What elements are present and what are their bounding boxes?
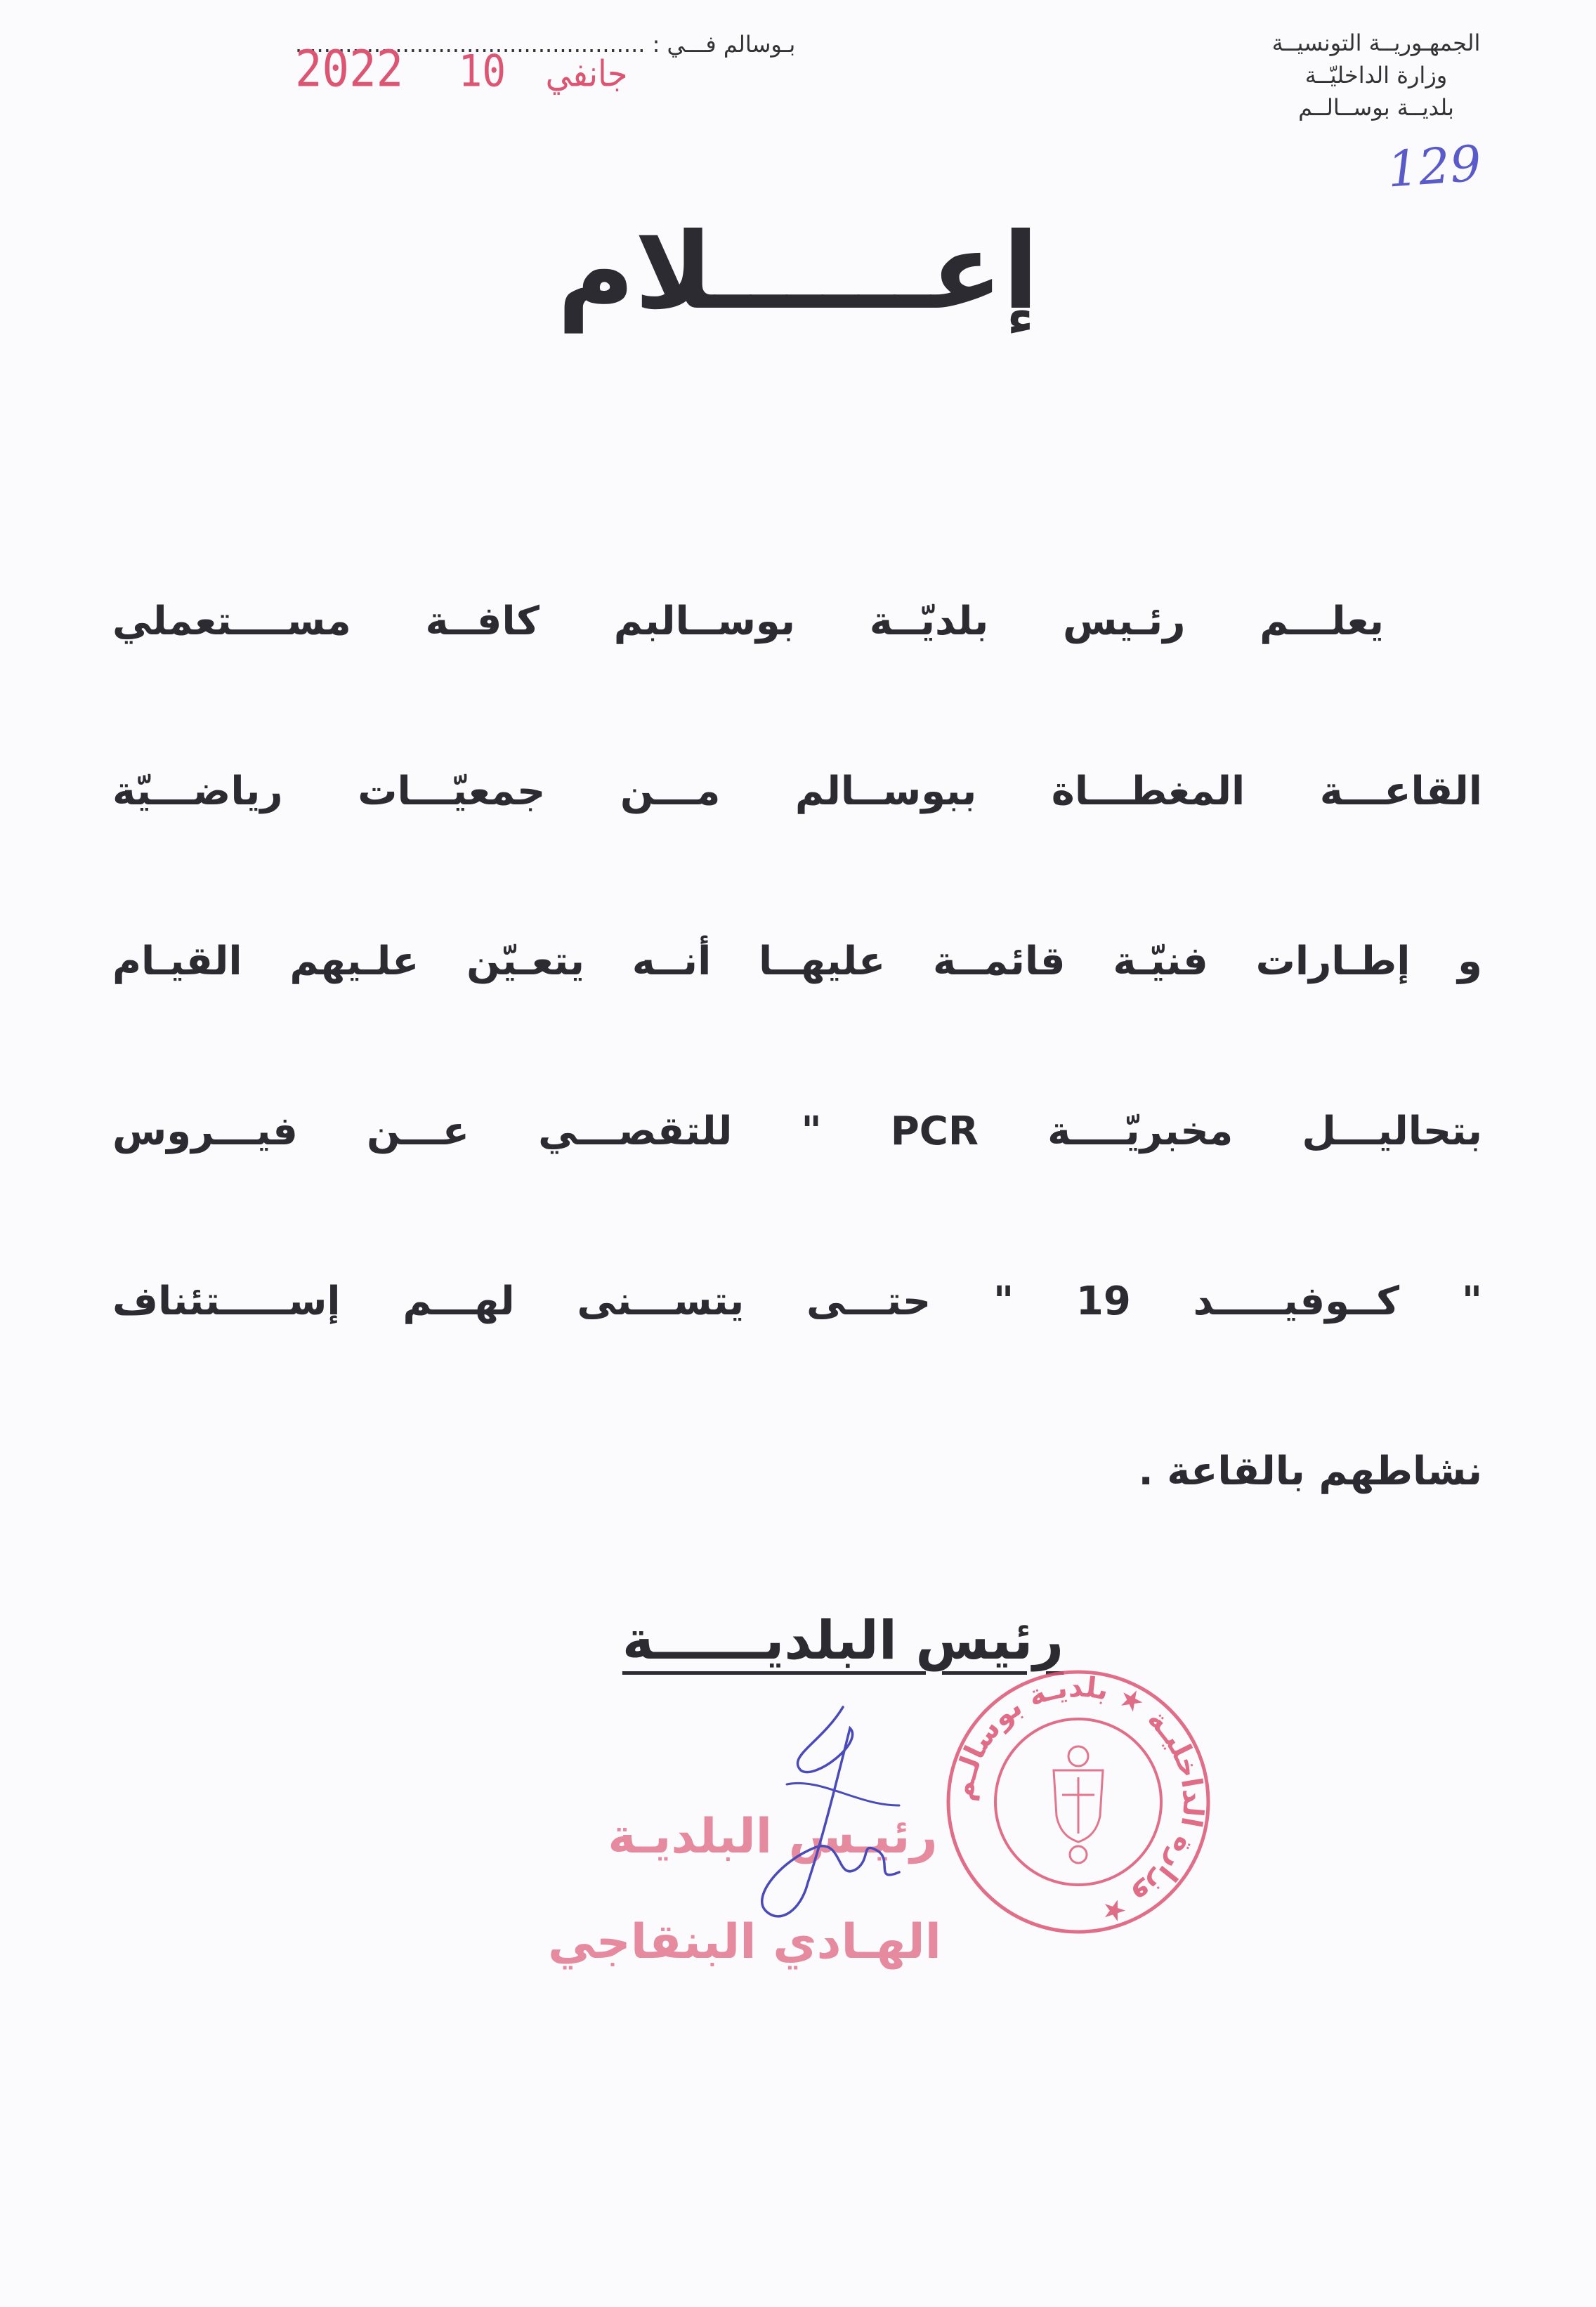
notice-title: إعــــــلام	[557, 211, 1039, 333]
body-line-4: بتحاليـــل مخبريّــــة PCR " للتقصـــي عـــن فيـــروس	[112, 1109, 1482, 1154]
seal-outer-text: وزارة الداخليـة ★ بلديـة بوسالـم ★	[947, 1671, 1210, 1930]
letterhead-ministry: وزارة الداخليّــة	[1304, 62, 1448, 89]
date-stamp-day: 10	[458, 46, 506, 98]
notice-body	[112, 583, 1482, 1603]
signatory-title: رئيس البلديــــــة	[622, 1609, 1064, 1671]
body-line-1: يعلـــم رئـيس بلديّــة بوســالبم كافــة مســــتعملي	[112, 599, 1384, 644]
body-line-3: و إطـارات فنيّـة قائمــة عليهــا أنــه يتعـيّن علـيهم القيـام	[112, 939, 1482, 984]
body-line-5: " كــوفيـــــد 19 " حتـــى يتســـنى لهـــم إســـــتئناف	[112, 1279, 1482, 1324]
name-stamp-name: الهـادي البنقاجي	[547, 1914, 941, 1970]
round-seal	[941, 1665, 1215, 1939]
coat-of-arms-icon	[1054, 1746, 1103, 1863]
letterhead-municipality: بلديــة بوســالــم	[1298, 94, 1454, 121]
date-dots: .................................................	[295, 31, 646, 58]
date-stamp-month: جانفي	[545, 52, 628, 95]
body-line-2: القاعـــة المغطـــاة ببوســالم مـــن جمعيّـــات رياضـــيّة	[112, 769, 1482, 814]
date-label: بـوسالم فـــي :	[652, 31, 796, 58]
date-stamp-year: 2022	[295, 40, 404, 99]
reference-number: 129	[1385, 134, 1484, 199]
body-line-6: نشاطهم بالقاعة .	[1138, 1449, 1482, 1494]
letterhead-country: الجمهـوريــة التونسيــة	[1271, 30, 1481, 56]
handwritten-signature	[738, 1700, 934, 1932]
name-stamp-title: رئيـس البلديـة	[608, 1809, 938, 1864]
letterhead	[1211, 27, 1541, 124]
date-stamp	[295, 41, 628, 99]
